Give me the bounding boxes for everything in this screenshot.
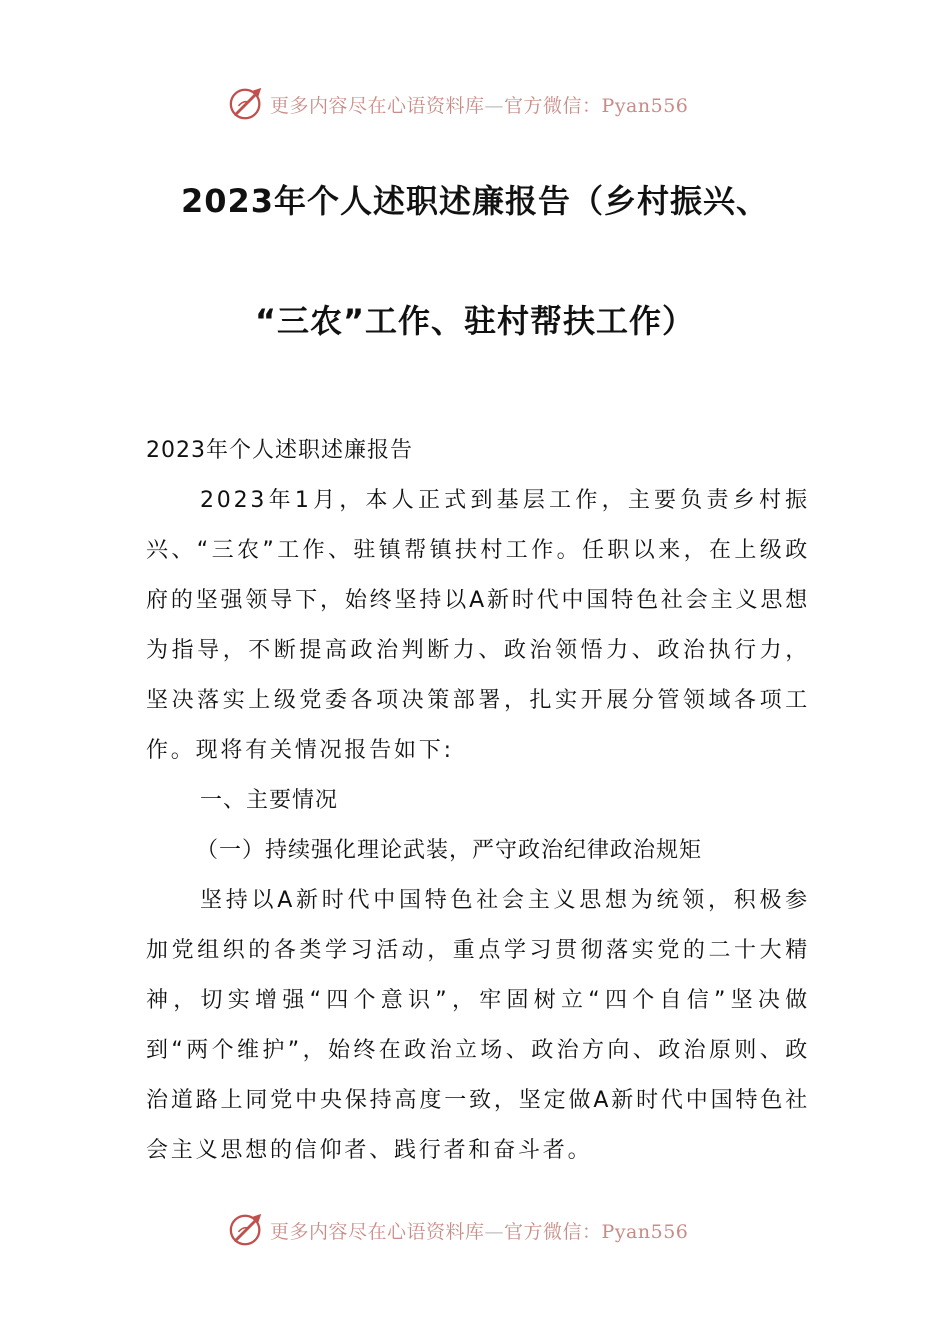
paragraph-intro: 2023年1月，本人正式到基层工作，主要负责乡村振兴、“三农”工作、驻镇帮镇扶村工作。任职以来，在上级政府的坚强领导下，始终坚持以A新时代中国特色社会主义思想为指导，不断提高政治判断力、政治领悟力、政治执行力，坚决落实上级党委各项决策部署，扎实开展分管领域各项工作。现将有关情况报告如下: <box>146 488 810 763</box>
section-heading: 一、主要情况 <box>200 788 339 813</box>
paragraph-theory: 坚持以A新时代中国特色社会主义思想为统领，积极参加党组织的各类学习活动，重点学习贯彻落实党的二十大精神，切实增强“四个意识”，牢固树立“四个自信”坚决做到“两个维护”，始终在政治立场、政治方向、政治原则、政治道路上同党中央保持高度一致，坚定做A新时代中国特色社会主义思想的信仰者、践行者和奋斗者。 <box>146 888 810 1163</box>
subsection-heading: （一）持续强化理论武装，严守政治纪律政治规矩 <box>196 838 703 863</box>
document-title-line-2: “三农”工作、驻村帮扶工作） <box>254 302 696 340</box>
pen-logo-icon <box>228 85 266 123</box>
document-title-line-1: 2023年个人述职述廉报告（乡村振兴、 <box>180 182 770 220</box>
document-body <box>146 426 810 1176</box>
watermark-text: 更多内容尽在心语资料库—官方微信：Pyan556 <box>270 1220 689 1243</box>
pen-logo-icon <box>228 1211 266 1249</box>
watermark-header <box>228 84 688 124</box>
report-subtitle: 2023年个人述职述廉报告 <box>146 438 413 463</box>
watermark-footer <box>228 1210 688 1250</box>
watermark-text: 更多内容尽在心语资料库—官方微信：Pyan556 <box>270 94 689 117</box>
